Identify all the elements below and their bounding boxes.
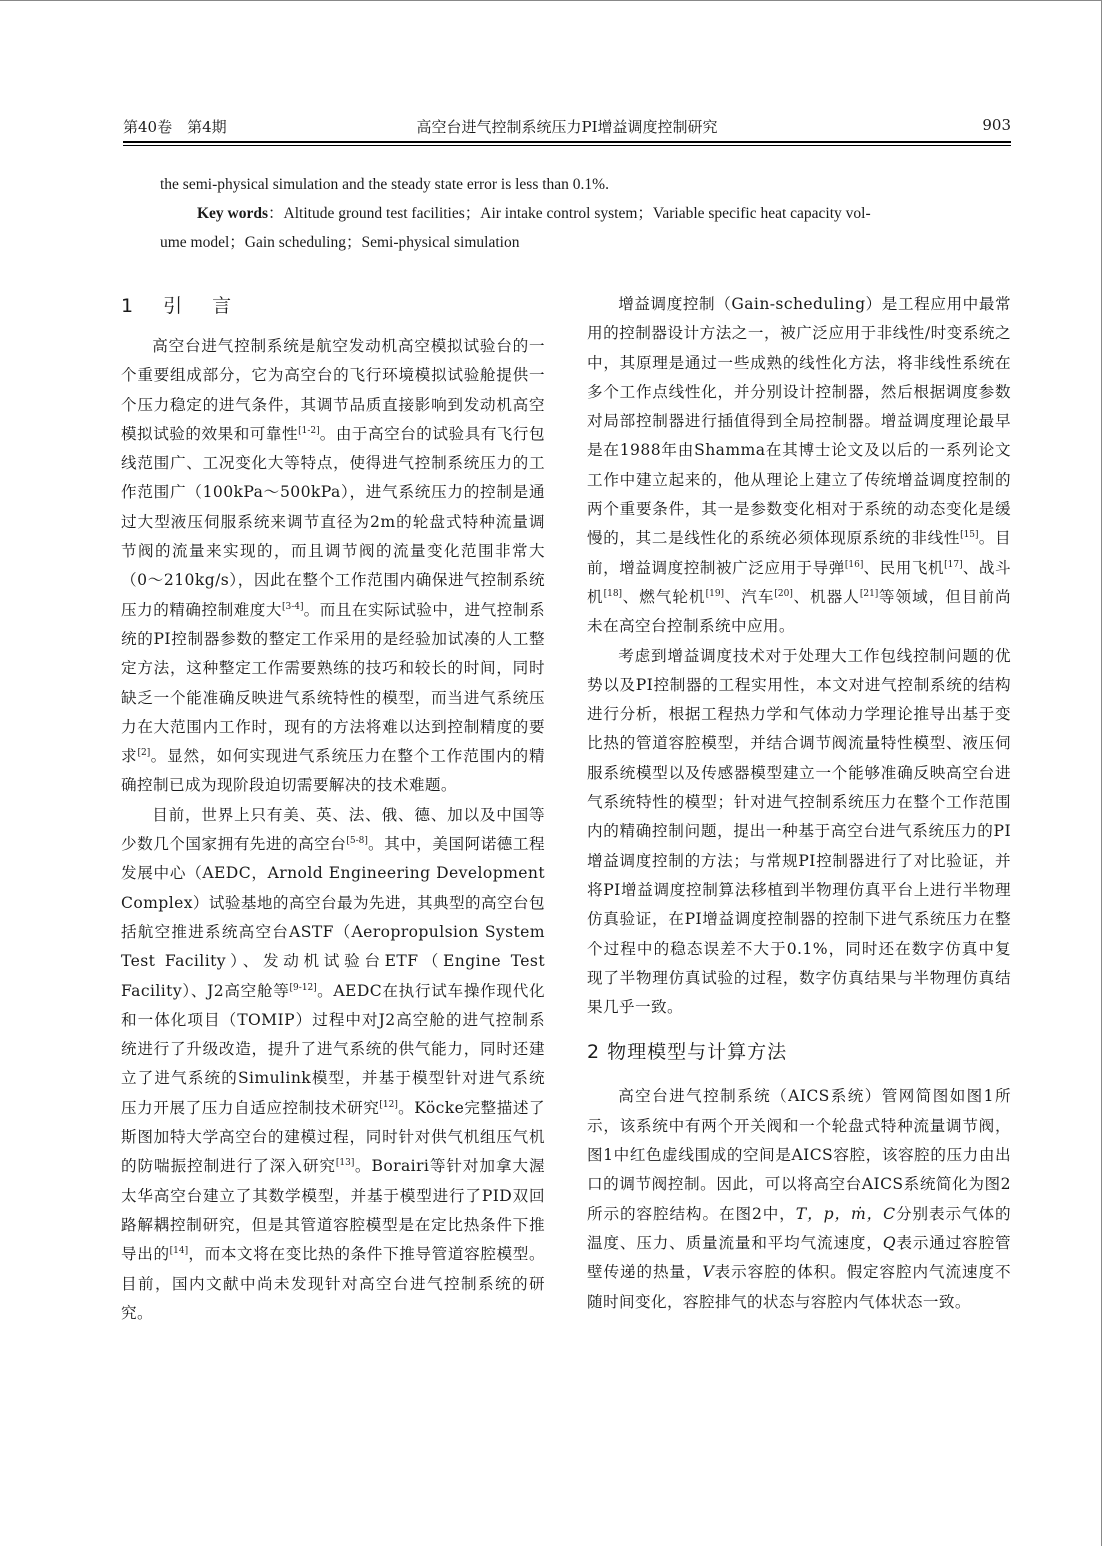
- page-number: 903: [982, 116, 1011, 134]
- running-header: [123, 116, 1011, 142]
- page-top-border: [0, 0, 1102, 1]
- abstract-block: [160, 170, 980, 257]
- citation: [18]: [603, 588, 623, 599]
- citation: [13]: [335, 1158, 355, 1169]
- keywords-label: Key words: [197, 205, 269, 222]
- keywords-line-2: ume model；Gain scheduling；Semi-physical simulation: [160, 234, 520, 251]
- symbol-v: V: [702, 1263, 715, 1282]
- keywords-line-1: [160, 199, 980, 228]
- header-rule-thick: [123, 141, 1011, 143]
- citation: [20]: [774, 588, 793, 599]
- keywords-text-1: ：Altitude ground test facilities；Air intake control system；Variable specific heat capacity vol-: [268, 205, 871, 222]
- symbols: T，p，ṁ，C: [795, 1204, 896, 1223]
- citation: [2]: [137, 748, 151, 759]
- section-1-title: 1 引 言: [121, 295, 244, 317]
- right-column: [587, 290, 1011, 1317]
- citation: [15]: [960, 530, 979, 541]
- paragraph: 考虑到增益调度技术对于处理大工作包线控制问题的优势以及PI控制器的工程实用性，本文对进气控制系统的结构进行分析，根据工程热力学和气体动力学理论推导出基于变比热的管道容腔模型，并结合调节阀流量特性模型、液压伺服系统模型以及传感器模型建立一个能够准确反映高空台进气系统特性的模型；针对进气控制系统压力在整个工作范围内的精确控制问题，提出一种基于高空台进气系统压力的PI增益调度控制的方法；与常规PI控制器进行了对比验证，并将PI增益调度控制算法移植到半物理仿真平台上进行半物理仿真验证，在PI增益调度控制器的控制下进气系统压力在整个过程中的稳态误差不大于0.1%，同时还在数字仿真中复现了半物理仿真试验的过程，数字仿真结果与半物理仿真结果几乎一致。: [587, 646, 1011, 1017]
- paragraph: 目前，世界上只有美、英、法、俄、德、加以及中国等少数几个国家拥有先进的高空台[5-8]。其中，美国阿诺德工程发展中心（AEDC，Arnold Engineering Development Complex）试验基地的高空台最为先进，其典型的高空台包括航空推进系统高空台ASTF（Aeropropulsion System Test Facility）、发动机试验台ETF（Engine Test Facility）、J2高空舱等[9-12]。AEDC在执行试车操作现代化和一体化项目（TOMIP）过程中对J2高空舱的进气控制系统进行了升级改造，提升了进气系统的供气能力，同时还建立了进气系统的Simulink模型，并基于模型针对进气系统压力开展了压力自适应控制技术研究[12]。Köcke完整描述了斯图加特大学高空台的建模过程，同时针对供气机组压气机的防喘振控制进行了深入研究[13]。Borairi等针对加拿大渥太华高空台建立了其数学模型，并基于模型进行了PID双回路解耦控制研究，但是其管道容腔模型是在定比热条件下推导出的[14]，而本文将在变比热的条件下推导管道容腔模型。目前，国内文献中尚未发现针对高空台进气控制系统的研究。: [121, 805, 546, 1322]
- citation: [21]: [859, 588, 879, 599]
- paragraph: 高空台进气控制系统是航空发动机高空模拟试验台的一个重要组成部分，它为高空台的飞行环境模拟试验舱提供一个压力稳定的进气条件，其调节品质直接影响到发动机高空模拟试验的效果和可靠性[1-2]。由于高空台的试验具有飞行包线范围广、工况变化大等特点，使得进气控制系统压力的工作范围广（100kPa～500kPa），进气系统压力的控制是通过大型液压伺服系统来调节直径为2m的轮盘式特种流量调节阀的流量来实现的，而且调节阀的流量变化范围非常大（0～210kg/s），因此在整个工作范围内确保进气控制系统压力的精确控制难度大[3-4]。而且在实际试验中，进气控制系统的PI控制器参数的整定工作采用的是经验加试凑的人工整定方法，这种整定工作需要熟练的技巧和较长的时间，同时缺乏一个能准确反映进气系统特性的模型，而当进气系统压力在大范围内工作时，现有的方法将难以达到控制精度的要求[2]。显然，如何实现进气系统压力在整个工作范围内的精确控制已成为现阶段迫切需要解决的技术难题。: [121, 337, 545, 795]
- paragraph: 增益调度控制（Gain-scheduling）是工程应用中最常用的控制器设计方法之一，被广泛应用于非线性/时变系统之中，其原理是通过一些成熟的线性化方法，将非线性系统在多个工作点线性化，并分别设计控制器，然后根据调度参数对局部控制器进行插值得到全局控制器。增益调度理论最早是在1988年由Shamma在其博士论文及以后的一系列论文工作中建立起来的，他从理论上建立了传统增益调度控制的两个重要条件，其一是参数变化相对于系统的动态变化是缓慢的，其二是线性化的系统必须体现原系统的非线性[15]。目前，增益调度控制被广泛应用于导弹[16]、民用飞机[17]、战斗机[18]、燃气轮机[19]、汽车[20]、机器人[21]等领域，但目前尚未在高空台控制系统中应用。: [587, 295, 1011, 636]
- citation: [12]: [379, 1099, 398, 1110]
- citation: [19]: [705, 588, 725, 599]
- volume-issue: 第40卷 第4期: [123, 118, 227, 136]
- left-column: [121, 290, 545, 1328]
- citation: [3-4]: [281, 601, 304, 612]
- running-title: 高空台进气控制系统压力PI增益调度控制研究: [416, 118, 718, 136]
- paragraph: 高空台进气控制系统（AICS系统）管网简图如图1所示，该系统中有两个开关阀和一个轮盘式特种流量调节阀，图1中红色虚线围成的空间是AICS容腔，该容腔的压力由出口的调节阀控制。因此，可以将高空台AICS系统简化为图2所示的容腔结构。在图2中，T，p，ṁ，C分别表示气体的温度、压力、质量流量和平均气流速度，Q表示通过容腔管壁传递的热量，V表示容腔的体积。假定容腔内气流速度不随时间变化，容腔排气的状态与容腔内气体状态一致。: [587, 1087, 1011, 1311]
- citation: [14]: [169, 1246, 189, 1257]
- citation: [16]: [844, 559, 864, 570]
- section-2-title: 2 物理模型与计算方法: [587, 1041, 788, 1064]
- header-rule-thin: [123, 145, 1011, 146]
- citation: [5-8]: [346, 836, 368, 847]
- symbol-q: Q: [882, 1233, 896, 1252]
- citation: [9-12]: [289, 982, 317, 993]
- abstract-tail: the semi-physical simulation and the steady state error is less than 0.1%.: [160, 176, 609, 193]
- citation: [17]: [944, 559, 963, 570]
- citation: [1-2]: [298, 425, 320, 436]
